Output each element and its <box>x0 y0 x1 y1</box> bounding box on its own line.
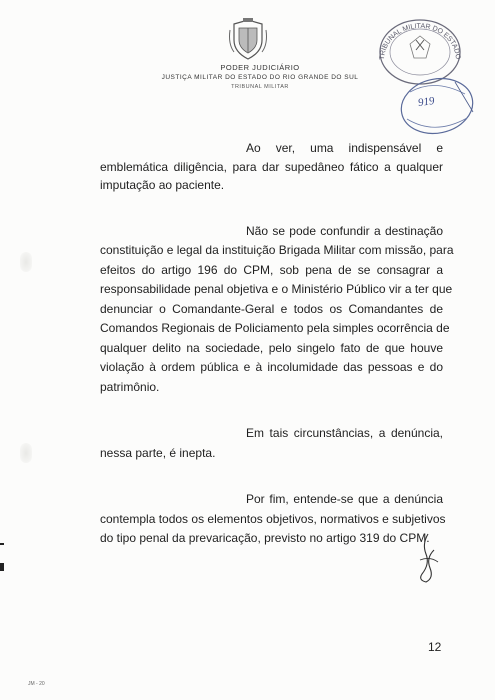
paragraph-1-line: Ao ver, uma indispensável e <box>246 141 443 155</box>
paragraph-2-line: Comandos Regionais de Policiamento pela simples ocorrência de <box>100 321 450 335</box>
handwritten-signature <box>408 530 448 585</box>
form-code: JM - 20 <box>28 681 45 687</box>
header-court-full-name: JUSTIÇA MILITAR DO ESTADO DO RIO GRANDE DO SUL <box>161 74 359 81</box>
punch-hole <box>20 443 32 463</box>
paragraph-2-line: constituição e legal da instituição Brigada Militar com missão, para <box>100 243 454 257</box>
paragraph-4-line: Por fim, entende-se que a denúncia <box>246 492 443 506</box>
margin-mark <box>0 543 4 545</box>
paragraph-4-line: contempla todos os elementos objetivos, normativos e subjetivos <box>100 512 446 526</box>
paragraph-2-line: denunciar o Comandante-Geral e todos os Comandantes de <box>100 302 443 316</box>
svg-text:TRIBUNAL MILITAR DO ESTADO: TRIBUNAL MILITAR DO ESTADO <box>378 22 462 61</box>
paragraph-2-line: violação à ordem pública e à incolumidade das pessoas e do <box>100 360 443 374</box>
header-court-name: PODER JUDICIÁRIO <box>220 63 300 72</box>
coat-of-arms-icon <box>226 18 270 62</box>
header-tribunal: TRIBUNAL MILITAR <box>231 84 289 90</box>
margin-mark <box>0 563 4 571</box>
paragraph-2-line: responsabilidade penal objetiva e o Ministério Público vir a ter que <box>100 282 453 296</box>
paragraph-3-line: Em tais circunstâncias, a denúncia, <box>246 426 443 440</box>
paragraph-2-line: Não se pode confundir a destinação <box>246 224 443 238</box>
punch-hole <box>20 252 32 272</box>
page-number: 12 <box>428 640 442 654</box>
paragraph-1-line: imputação ao paciente. <box>100 178 225 192</box>
paragraph-4-line: do tipo penal da prevaricação, previsto no artigo 319 do CPM. <box>100 531 430 545</box>
folio-stamp <box>395 74 480 139</box>
paragraph-2-line: qualquer delito na sociedade, pelo singelo fato de que houve <box>100 341 443 355</box>
folio-number: 919 <box>417 94 436 110</box>
paragraph-2-line: patrimônio. <box>100 380 160 394</box>
paragraph-3-line: nessa parte, é inepta. <box>100 446 216 460</box>
paragraph-2-line: efeitos do artigo 196 do CPM, sob pena de se consagrar a <box>100 263 443 277</box>
paragraph-1-line: emblemática diligência, para dar supedâneo fático a qualquer <box>100 160 443 174</box>
